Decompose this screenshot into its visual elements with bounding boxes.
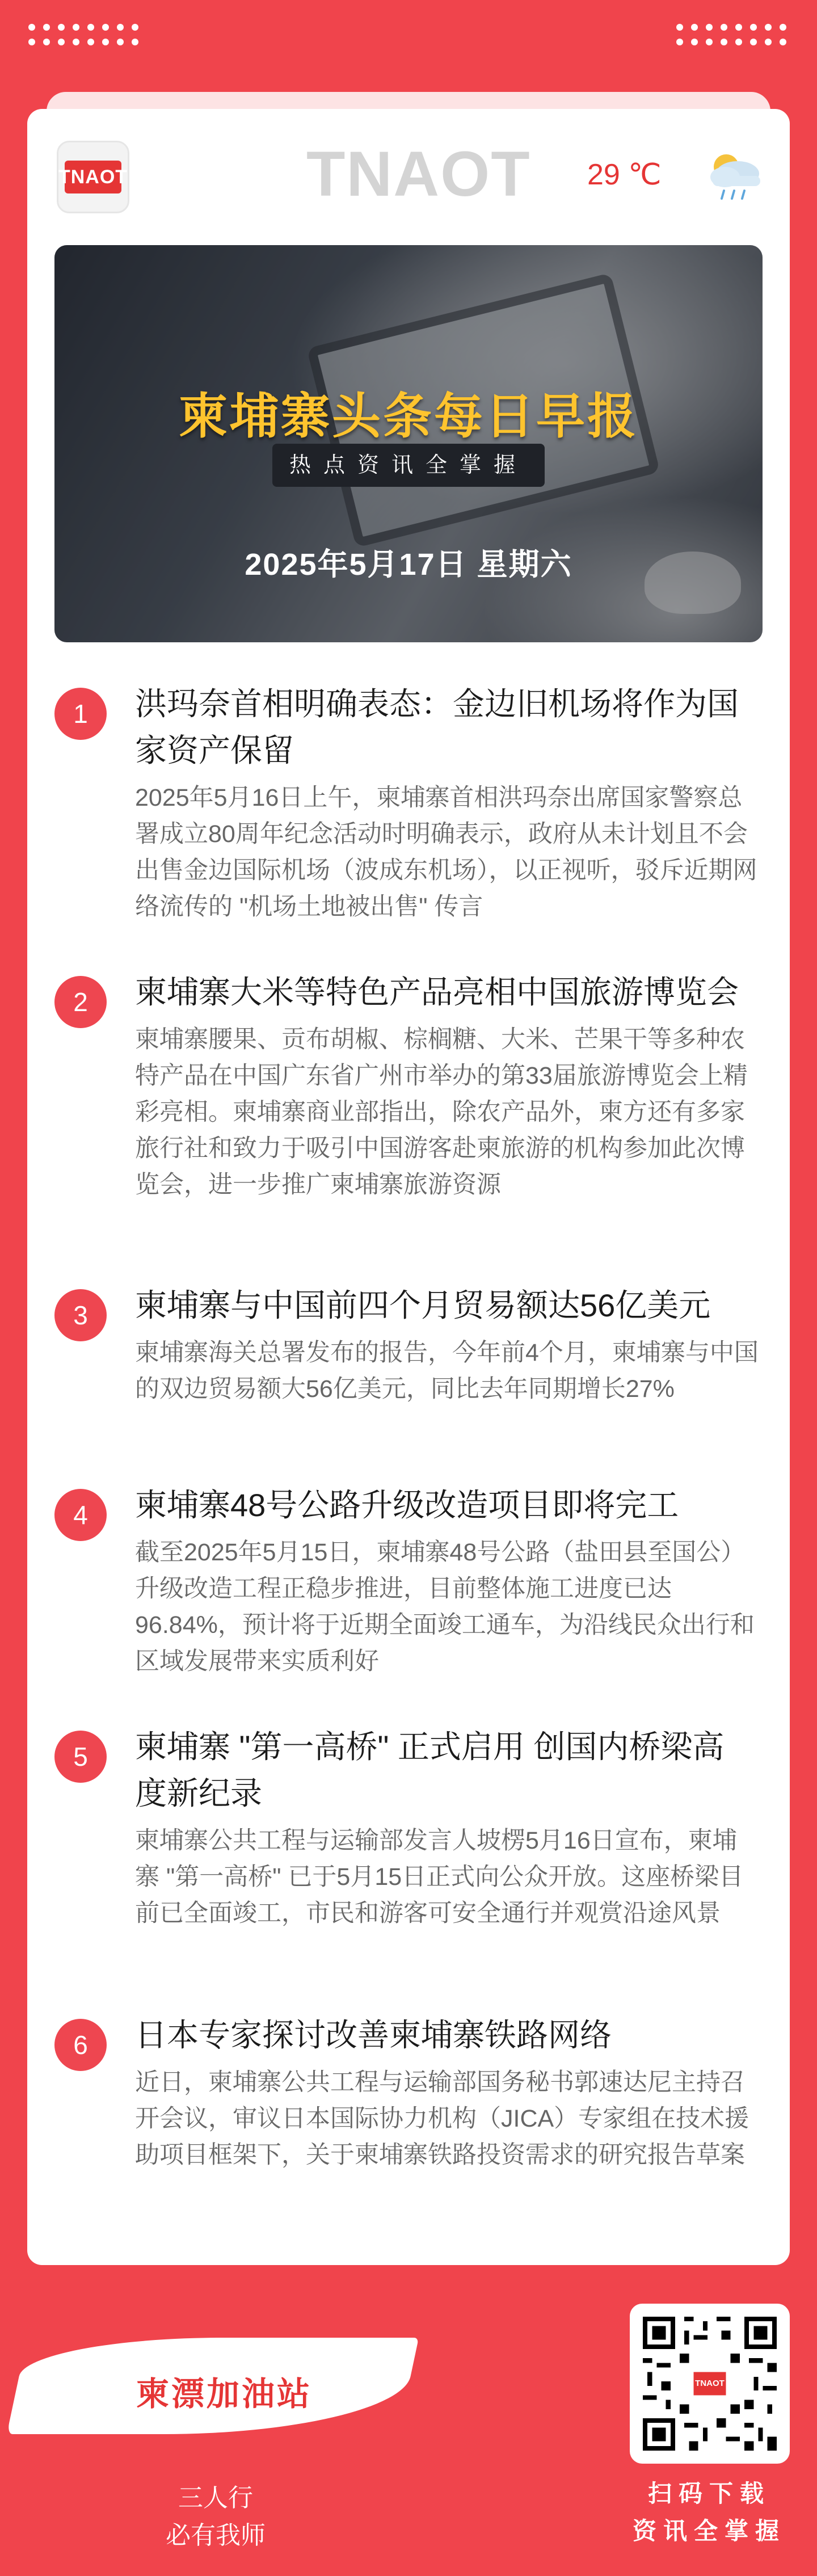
qr-logo-text: TNAOT (695, 2379, 725, 2388)
news-title[interactable]: 日本专家探讨改善柬埔寨铁路网络 (135, 2017, 612, 2053)
temperature: 29 ℃ (587, 158, 662, 191)
motto (142, 2480, 289, 2554)
news-number-badge: 2 (54, 976, 107, 1028)
app-logo[interactable] (57, 141, 129, 213)
qr-caption (624, 2475, 794, 2550)
news-body: 柬埔寨海关总署发布的报告，今年前4个月，柬埔寨与中国的双边贸易额大56亿美元，同比去年同期增长27% (135, 1339, 759, 1403)
news-title[interactable]: 柬埔寨 "第一高桥" 正式启用 创国内桥梁高度新纪录 (135, 1729, 725, 1811)
news-body: 近日，柬埔寨公共工程与运输部国务秘书郭速达尼主持召开会议，审议日本国际协力机构（JICA）专家组在技术援助项目框架下，关于柬埔寨铁路投资需求的研究报告草案 (135, 2069, 749, 2169)
qr-caption-line-2: 资讯全掌握 (632, 2518, 786, 2544)
banner-date: 2025年5月17日 星期六 (245, 548, 572, 582)
motto-line-2: 必有我师 (166, 2522, 266, 2549)
news-number-badge: 5 (54, 1731, 107, 1783)
news-number-badge: 4 (54, 1489, 107, 1541)
news-title[interactable]: 柬埔寨48号公路升级改造项目即将完工 (135, 1487, 679, 1523)
news-title[interactable]: 柬埔寨与中国前四个月贸易额达56亿美元 (135, 1287, 711, 1323)
news-body: 柬埔寨腰果、贡布胡椒、棕榈糖、大米、芒果干等多种农特产品在中国广东省广州市举办的第33届旅游博览会上精彩亮相。柬埔寨商业部指出，除农产品外，柬方还有多家旅行社和致力于吸引中国游客赴柬旅游的机构参加此次博览会，进一步推广柬埔寨旅游资源 (135, 1026, 748, 1198)
news-body: 2025年5月16日上午，柬埔寨首相洪玛奈出席国家警察总署成立80周年纪念活动时明确表示，政府从未计划且不会出售金边国际机场（波成东机场），以正视听，驳斥近期网络流传的 "机场土地被出售" 传言 (135, 784, 757, 920)
banner-subtitle: 热点资讯全掌握 (272, 444, 545, 487)
qr-caption-line-1: 扫码下载 (647, 2480, 770, 2507)
news-number-badge: 3 (54, 1289, 107, 1341)
decorative-dots-right (676, 24, 794, 45)
header (57, 136, 760, 221)
brush-label: 柬漂加油站 (136, 2376, 313, 2413)
news-title[interactable]: 洪玛奈首相明确表态：金边旧机场将作为国家资产保留 (135, 686, 739, 768)
rain-cloud-icon (702, 148, 765, 204)
logo-text: TNAOT (65, 161, 121, 193)
hero-banner (54, 245, 763, 642)
news-body: 柬埔寨公共工程与运输部发言人坡楞5月16日宣布，柬埔寨 "第一高桥" 已于5月15日正式向公众开放。这座桥梁目前已全面竣工，市民和游客可安全通行并观赏沿途风景 (135, 1827, 744, 1927)
banner-title: 柬埔寨头条每日早报 (179, 389, 638, 444)
qr-code[interactable] (630, 2304, 790, 2464)
motto-line-1: 三人行 (178, 2484, 253, 2512)
news-body: 截至2025年5月15日，柬埔寨48号公路（盐田县至国公）升级改造工程正稳步推进，目前整体施工进度已达96.84%，预计将于近期全面竣工通车，为沿线民众出行和区域发展带来实质利好 (135, 1539, 755, 1675)
decorative-dots-left (28, 24, 146, 45)
news-number-badge: 1 (54, 688, 107, 740)
brand-wordmark: TNAOT (306, 138, 531, 209)
news-title[interactable]: 柬埔寨大米等特色产品亮相中国旅游博览会 (135, 974, 739, 1010)
news-number-badge: 6 (54, 2019, 107, 2071)
